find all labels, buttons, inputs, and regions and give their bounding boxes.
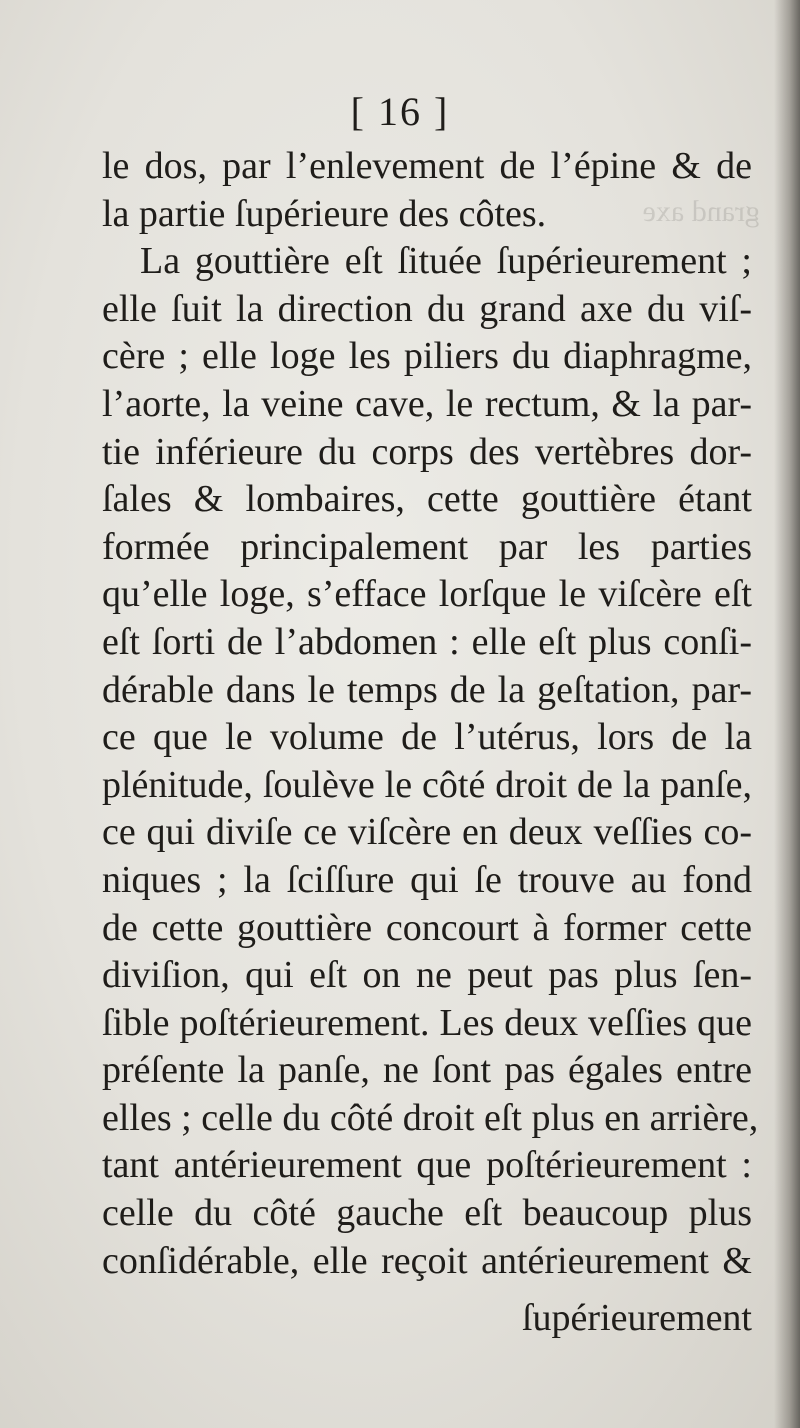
text-line: le dos, par l’enlevement de l’épine & de xyxy=(102,145,752,187)
text-line: de cette gouttière concourt à former cette xyxy=(102,906,752,949)
text-line: eſt ſorti de l’abdomen : elle eſt plus conſi- xyxy=(102,620,752,663)
text-line: tant antérieurement que poſtérieurement : xyxy=(102,1144,752,1187)
body-text xyxy=(102,143,759,1285)
text-line: ſible poſtérieurement. Les deux veſſies que xyxy=(102,1001,752,1044)
text-line: l’aorte, la veine cave, le rectum, & la par- xyxy=(102,382,752,425)
catchword: ſupérieurement xyxy=(521,1297,752,1339)
text-line: ce que le volume de l’utérus, lors de la xyxy=(102,716,752,759)
text-line: cère ; elle loge les piliers du diaphragme, xyxy=(102,335,752,378)
text-line: diviſion, qui eſt on ne peut pas plus ſen- xyxy=(102,954,752,997)
text-line: dérable dans le temps de la geſtation, par- xyxy=(102,668,752,711)
text-line: niques ; la ſciſſure qui ſe trouve au fond xyxy=(102,858,752,901)
text-line: elle ſuit la direction du grand axe du viſ- xyxy=(102,287,752,330)
text-line: plénitude, ſoulève le côté droit de la panſe, xyxy=(102,763,752,806)
text-line: qu’elle loge, s’efface lorſque le viſcère eſt xyxy=(102,573,752,616)
text-line: La gouttière eſt ſituée ſupérieurement ; xyxy=(140,240,752,283)
page-edge-shadow xyxy=(774,0,800,1428)
text-line: formée principalement par les parties xyxy=(102,525,752,568)
text-line: ſales & lombaires, cette gouttière étant xyxy=(102,478,752,521)
text-line: préſente la panſe, ne ſont pas égales entre xyxy=(102,1049,752,1092)
text-line: la partie ſupérieure des côtes. xyxy=(102,192,547,235)
text-line: ce qui diviſe ce viſcère en deux veſſies co- xyxy=(102,811,752,854)
show-through-text: grand axe xyxy=(642,195,760,228)
text-line: celle du côté gauche eſt beaucoup plus xyxy=(102,1192,752,1235)
page-number: [ 16 ] xyxy=(350,89,450,134)
text-line: elles ; celle du côté droit eſt plus en arrière, xyxy=(102,1096,759,1139)
text-line: tie inférieure du corps des vertèbres dor- xyxy=(102,430,752,473)
text-line: conſidérable, elle reçoit antérieurement & xyxy=(102,1239,752,1282)
